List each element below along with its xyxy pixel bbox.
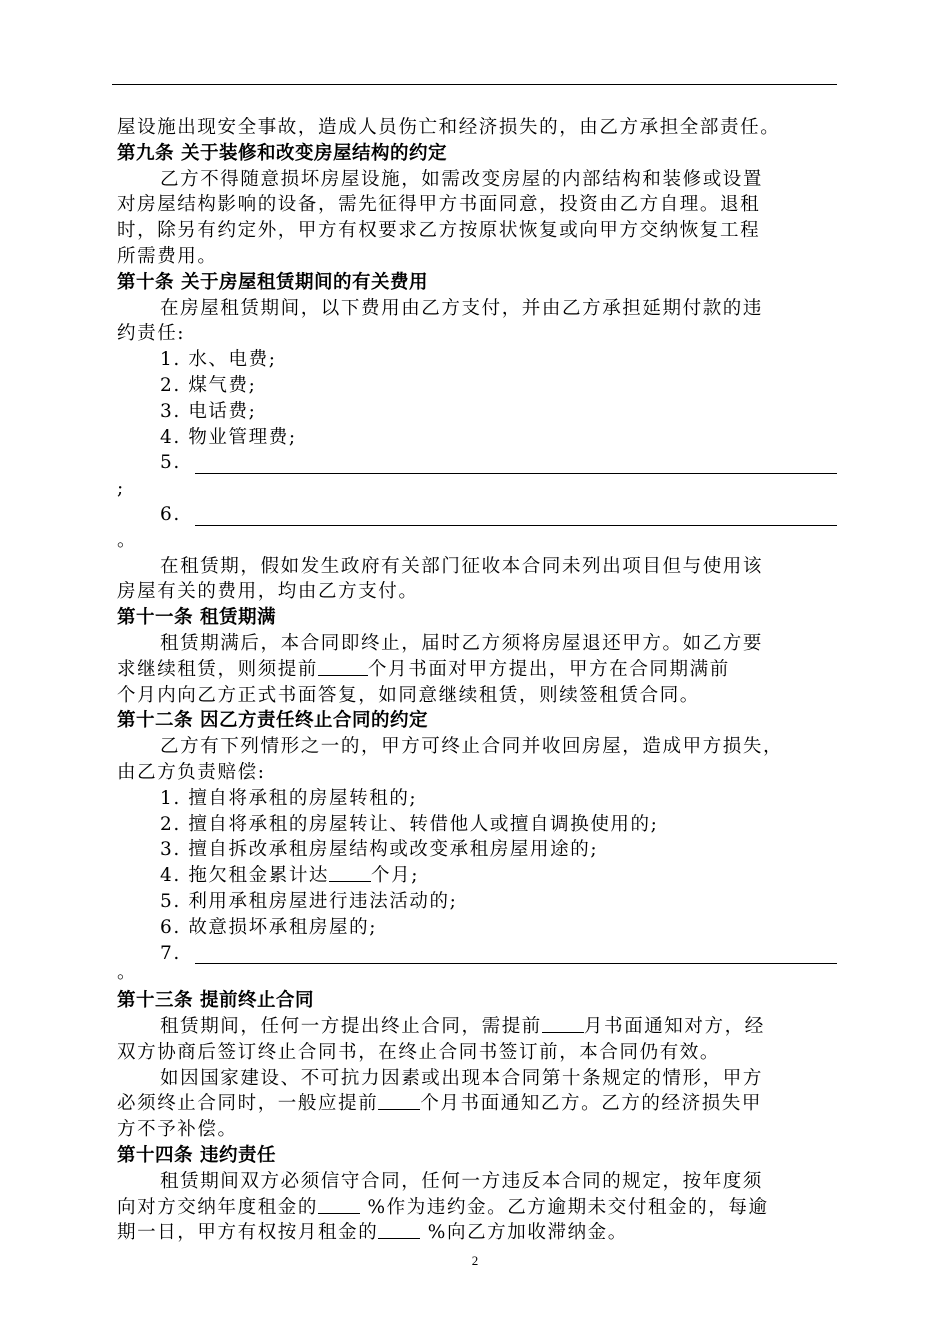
article-13-heading: 第十三条 提前终止合同	[117, 990, 314, 1012]
header-rule	[112, 84, 837, 85]
list-item: 6. 故意损坏承租房屋的;	[160, 916, 378, 938]
text-segment: 个月书面对甲方提出，甲方在合同期满前	[368, 658, 730, 680]
paragraph-line: 乙方不得随意损坏房屋设施，如需改变房屋的内部结构和装修或设置	[160, 168, 764, 190]
article-14-heading: 第十四条 违约责任	[117, 1145, 276, 1167]
paragraph-line: 在租赁期，假如发生政府有关部门征收本合同未列出项目但与使用该	[160, 555, 764, 577]
paragraph-line	[117, 1220, 837, 1246]
text-segment: %向乙方加收滞纳金。	[420, 1222, 628, 1244]
text-segment: 月书面通知对方，经	[583, 1016, 765, 1038]
fill-in-blank[interactable]	[378, 1222, 420, 1239]
text-segment: 期一日，甲方有权按月租金的	[117, 1222, 379, 1244]
list-item: 4. 物业管理费;	[160, 426, 297, 448]
fill-in-blank[interactable]	[318, 659, 368, 676]
list-item-blank	[117, 941, 837, 967]
fill-in-blank[interactable]	[378, 1093, 420, 1110]
paragraph-line: 租赁期间双方必须信守合同，任何一方违反本合同的规定，按年度须	[160, 1170, 764, 1192]
fill-in-blank[interactable]	[195, 507, 837, 526]
list-item: 1. 水、电费;	[160, 349, 277, 371]
article-10-heading: 第十条 关于房屋租赁期间的有关费用	[117, 271, 428, 293]
list-item: 5. 利用承租房屋进行违法活动的;	[160, 890, 458, 912]
text-segment: 求继续租赁，则须提前	[117, 658, 319, 680]
fill-in-blank[interactable]	[329, 865, 371, 882]
fill-in-blank[interactable]	[195, 455, 837, 474]
paragraph-line: 时，除另有约定外，甲方有权要求乙方按原状恢复或向甲方交纳恢复工程	[117, 220, 761, 242]
text-segment: %作为违约金。乙方逾期未交付租金的，每逾	[360, 1196, 769, 1218]
punctuation-line: 。	[117, 529, 138, 551]
list-item-blank	[117, 450, 837, 476]
list-item-number: 5.	[160, 452, 181, 474]
paragraph-line: 所需费用。	[117, 245, 218, 267]
paragraph-line	[117, 1014, 837, 1040]
paragraph-line: 方不予补偿。	[117, 1119, 238, 1141]
punctuation-line: 。	[117, 962, 138, 984]
punctuation-line: ;	[117, 478, 125, 500]
article-9-heading: 第九条 关于装修和改变房屋结构的约定	[117, 142, 447, 164]
fill-in-blank[interactable]	[542, 1016, 584, 1033]
paragraph-line: 如因国家建设、不可抗力因素或出现本合同第十条规定的情形，甲方	[160, 1067, 764, 1089]
list-item: 2. 擅自将承租的房屋转让、转借他人或擅自调换使用的;	[160, 813, 659, 835]
text-segment: 必须终止合同时，一般应提前	[117, 1093, 379, 1115]
text-segment: 4. 拖欠租金累计达	[160, 865, 330, 887]
paragraph-line	[117, 657, 837, 683]
text-segment: 个月;	[371, 865, 420, 887]
list-item: 3. 擅自拆改承租房屋结构或改变承租房屋用途的;	[160, 839, 599, 861]
paragraph-line: 租赁期满后，本合同即终止，届时乙方须将房屋退还甲方。如乙方要	[160, 632, 764, 654]
document-body	[117, 115, 837, 1246]
list-item: 3. 电话费;	[160, 400, 257, 422]
paragraph-line: 由乙方负责赔偿:	[117, 761, 266, 783]
list-item: 2. 煤气费;	[160, 374, 257, 396]
paragraph-line: 对房屋结构影响的设备，需先征得甲方书面同意，投资由乙方自理。退租	[117, 194, 761, 216]
paragraph-line: 个月内向乙方正式书面答复，如同意继续租赁，则续签租赁合同。	[117, 684, 700, 706]
paragraph-line: 约责任:	[117, 323, 186, 345]
text-segment: 向对方交纳年度租金的	[117, 1196, 319, 1218]
list-item-number: 6.	[160, 503, 181, 525]
paragraph-line	[117, 1195, 837, 1221]
text-segment: 租赁期间，任何一方提出终止合同，需提前	[160, 1016, 542, 1038]
article-12-heading: 第十二条 因乙方责任终止合同的约定	[117, 710, 428, 732]
paragraph-line	[117, 1091, 837, 1117]
fill-in-blank[interactable]	[318, 1197, 360, 1214]
fill-in-blank[interactable]	[195, 945, 837, 964]
paragraph-line: 在房屋租赁期间，以下费用由乙方支付，并由乙方承担延期付款的违	[160, 297, 764, 319]
list-item-blank	[117, 502, 837, 528]
list-item: 1. 擅自将承租的房屋转租的;	[160, 787, 418, 809]
paragraph-line: 乙方有下列情形之一的，甲方可终止合同并收回房屋，造成甲方损失，	[160, 736, 784, 758]
article-11-heading: 第十一条 租赁期满	[117, 607, 276, 629]
paragraph-line: 双方协商后签订终止合同书，在终止合同书签订前，本合同仍有效。	[117, 1041, 721, 1063]
text-segment: 个月书面通知乙方。乙方的经济损失甲	[420, 1093, 763, 1115]
page-number: 2	[471, 1253, 479, 1268]
list-item-number: 7.	[160, 942, 181, 964]
paragraph-line: 房屋有关的费用，均由乙方支付。	[117, 581, 419, 603]
paragraph-line: 屋设施出现安全事故，造成人员伤亡和经济损失的，由乙方承担全部责任。	[117, 117, 781, 138]
list-item	[117, 863, 837, 889]
